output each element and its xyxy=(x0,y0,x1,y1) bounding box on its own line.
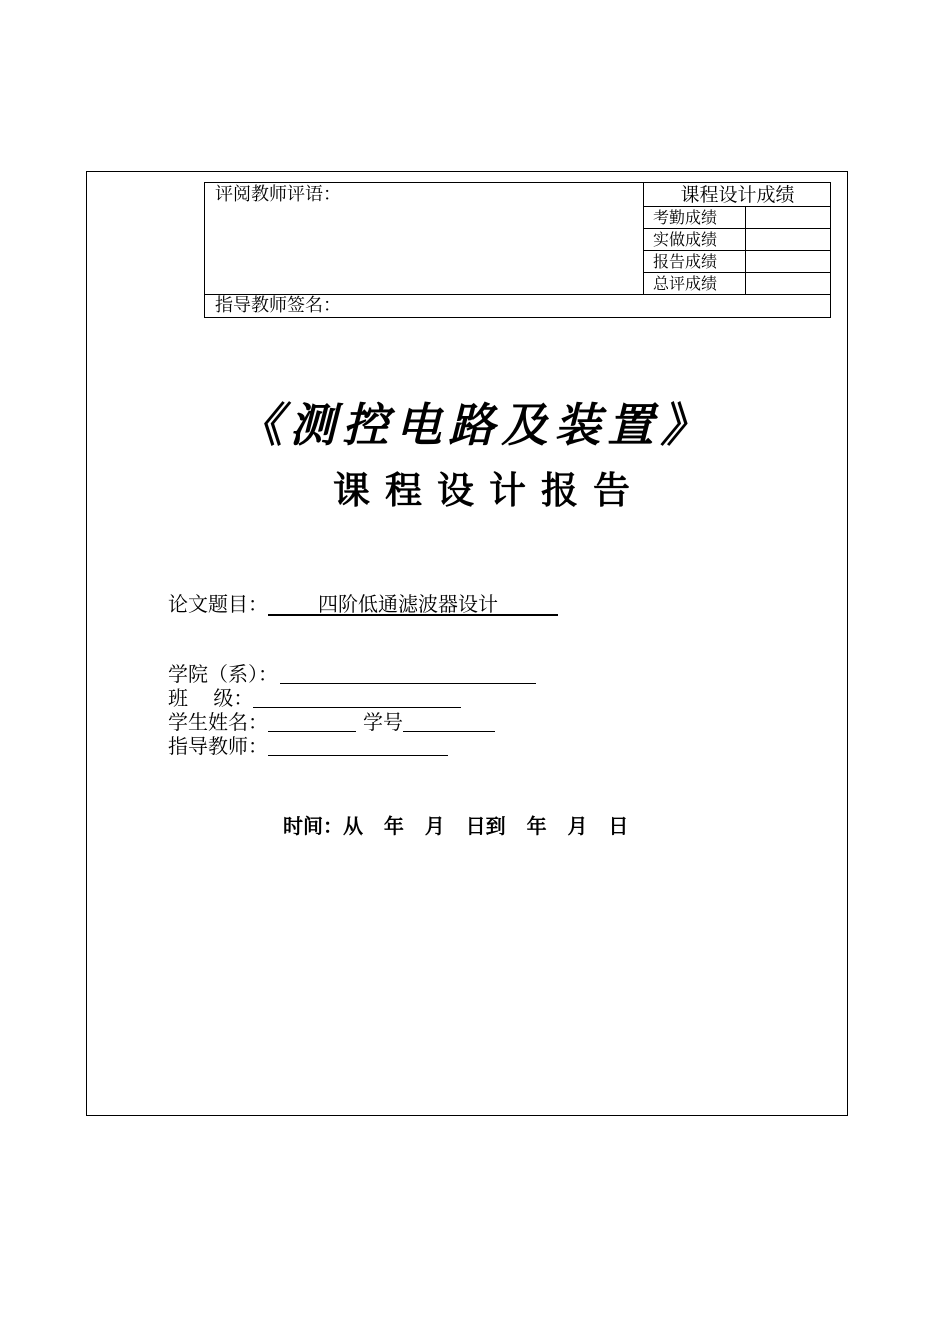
class-line xyxy=(168,686,536,710)
class-blank[interactable] xyxy=(253,690,461,708)
student-name-label: 学生姓名： xyxy=(168,710,268,734)
teacher-comment-label: 评阅教师评语： xyxy=(215,184,341,205)
time-day-start: 日 xyxy=(465,814,486,838)
score-panel xyxy=(643,183,831,294)
score-label: 总评成绩 xyxy=(644,273,746,294)
student-info-block xyxy=(168,662,536,758)
time-day-end: 日 xyxy=(608,814,629,838)
score-label: 报告成绩 xyxy=(644,251,746,272)
advisor-signature-label: 指导教师签名： xyxy=(215,295,341,316)
score-row-report xyxy=(644,251,831,273)
time-year-end: 年 xyxy=(526,814,547,838)
time-to: 到 xyxy=(485,814,506,838)
time-month-end: 月 xyxy=(567,814,588,838)
advisor-label: 指导教师： xyxy=(168,734,268,758)
advisor-signature-row xyxy=(205,294,830,317)
student-name-line xyxy=(168,710,536,734)
advisor-line xyxy=(168,734,536,758)
score-value-field[interactable] xyxy=(746,207,831,228)
time-month-start: 月 xyxy=(424,814,445,838)
thesis-value xyxy=(268,592,558,616)
course-title: 《测控电路及装置》 xyxy=(236,398,714,452)
thesis-title-line xyxy=(168,590,558,618)
student-id-blank[interactable] xyxy=(403,714,495,732)
thesis-label: 论文题目： xyxy=(168,592,268,616)
advisor-blank[interactable] xyxy=(268,738,448,756)
score-label: 考勤成绩 xyxy=(644,207,746,228)
student-id-label: 学号 xyxy=(363,710,403,734)
score-value-field[interactable] xyxy=(746,251,831,272)
class-label: 班 级： xyxy=(168,686,254,710)
college-blank[interactable] xyxy=(280,666,536,684)
score-row-attendance xyxy=(644,207,831,229)
thesis-topic: 四阶低通滤波器设计 xyxy=(318,592,498,616)
college-line xyxy=(168,662,536,686)
time-from: 从 xyxy=(343,814,363,838)
evaluation-table xyxy=(204,182,831,318)
report-subtitle: 课程设计报告 xyxy=(333,468,645,512)
time-year-start: 年 xyxy=(383,814,404,838)
college-label: 学院（系）： xyxy=(168,662,278,686)
score-row-total xyxy=(644,273,831,294)
score-value-field[interactable] xyxy=(746,229,831,250)
score-header: 课程设计成绩 xyxy=(644,183,831,207)
score-row-practice xyxy=(644,229,831,251)
student-name-blank[interactable] xyxy=(268,714,356,732)
time-period-line xyxy=(283,812,628,840)
score-label: 实做成绩 xyxy=(644,229,746,250)
time-label: 时间： xyxy=(283,814,343,838)
score-value-field[interactable] xyxy=(746,273,831,294)
